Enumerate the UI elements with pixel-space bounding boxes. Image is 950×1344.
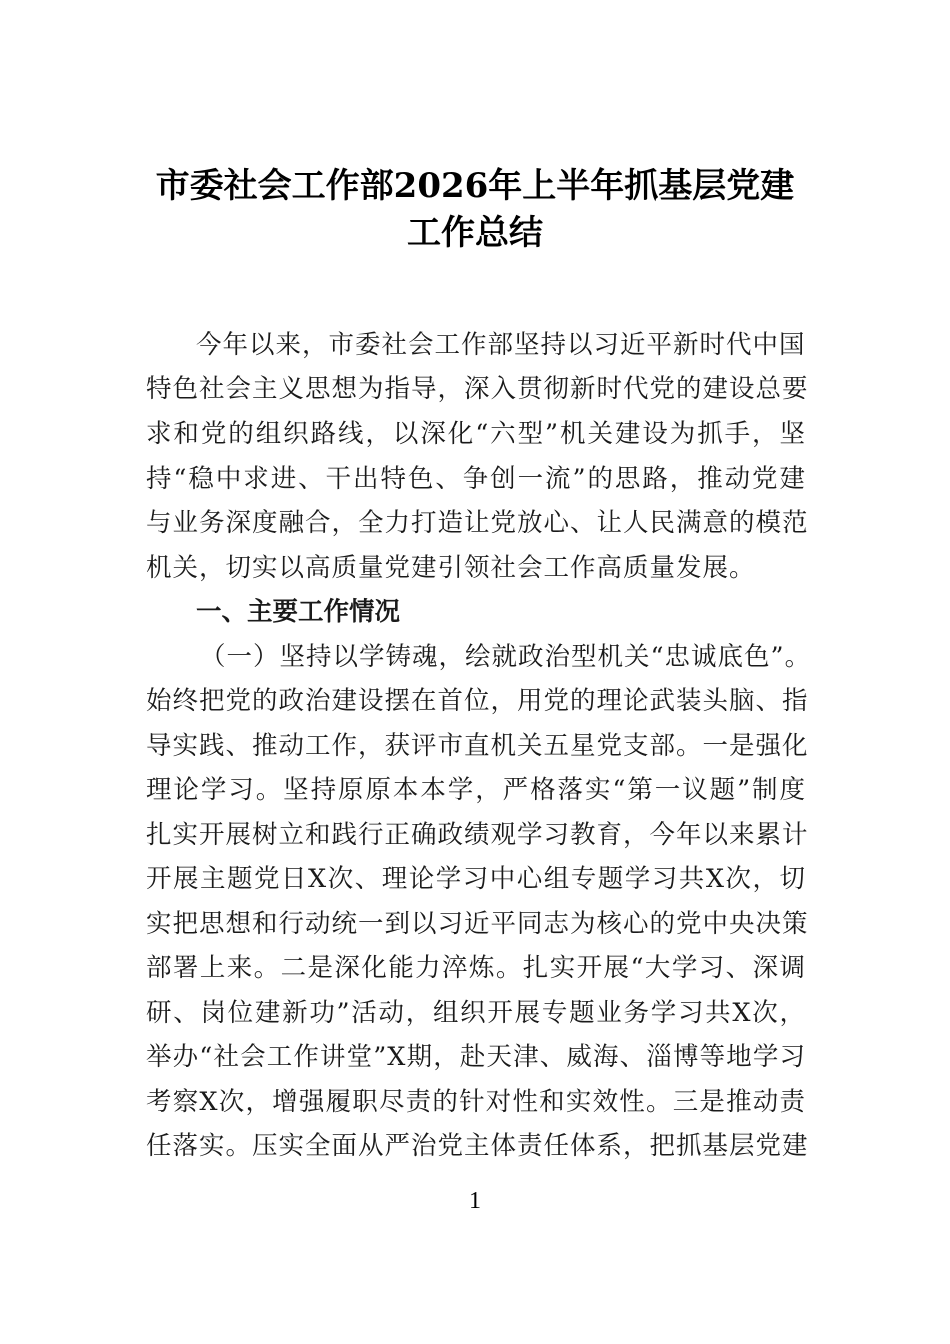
paragraph-line: 持“稳中求进、干出特色、争创一流”的思路，推动党建 — [146, 464, 806, 494]
paragraph-line: 实把思想和行动统一到以习近平同志为核心的党中央决策 — [146, 909, 809, 939]
paragraph-line: 考察X次，增强履职尽责的针对性和实效性。三是推动责 — [146, 1087, 806, 1117]
paragraph-line: 扎实开展树立和践行正确政绩观学习教育，今年以来累计 — [146, 820, 809, 850]
paragraph-line: 部署上来。二是深化能力淬炼。扎实开展“大学习、深调 — [146, 953, 806, 983]
paragraph-line: 任落实。压实全面从严治党主体责任体系，把抓基层党建 — [146, 1131, 809, 1161]
paragraph-line: 始终把党的政治建设摆在首位，用党的理论武装头脑、指 — [146, 686, 809, 716]
page-number: 1 — [469, 1188, 481, 1214]
paragraph-line: 求和党的组织路线，以深化“六型”机关建设为抓手，坚 — [146, 419, 806, 449]
document-title-line-1: 市委社会工作部2026年上半年抓基层党建 — [155, 166, 795, 206]
paragraph-line: 今年以来，市委社会工作部坚持以习近平新时代中国 — [196, 330, 806, 360]
paragraph-line: 与业务深度融合，全力打造让党放心、让人民满意的模范 — [146, 508, 809, 538]
paragraph-line: 举办“社会工作讲堂”X期，赴天津、威海、淄博等地学习 — [146, 1042, 806, 1072]
paragraph-line: 开展主题党日X次、理论学习中心组专题学习共X次，切 — [146, 864, 806, 894]
paragraph-line: 机关，切实以高质量党建引领社会工作高质量发展。 — [146, 553, 756, 583]
paragraph-line: 研、岗位建新功”活动，组织开展专题业务学习共X次， — [146, 998, 806, 1028]
paragraph-line: 理论学习。坚持原原本本学，严格落实“第一议题”制度 — [146, 775, 806, 805]
document-title-line-2: 工作总结 — [407, 213, 543, 253]
subsection-heading: （一）坚持以学铸魂，绘就政治型机关“忠诚底色”。 — [200, 642, 812, 672]
section-heading: 一、主要工作情况 — [196, 597, 401, 627]
paragraph-line: 导实践、推动工作，获评市直机关五星党支部。一是强化 — [146, 731, 809, 761]
paragraph-line: 特色社会主义思想为指导，深入贯彻新时代党的建设总要 — [146, 374, 809, 404]
